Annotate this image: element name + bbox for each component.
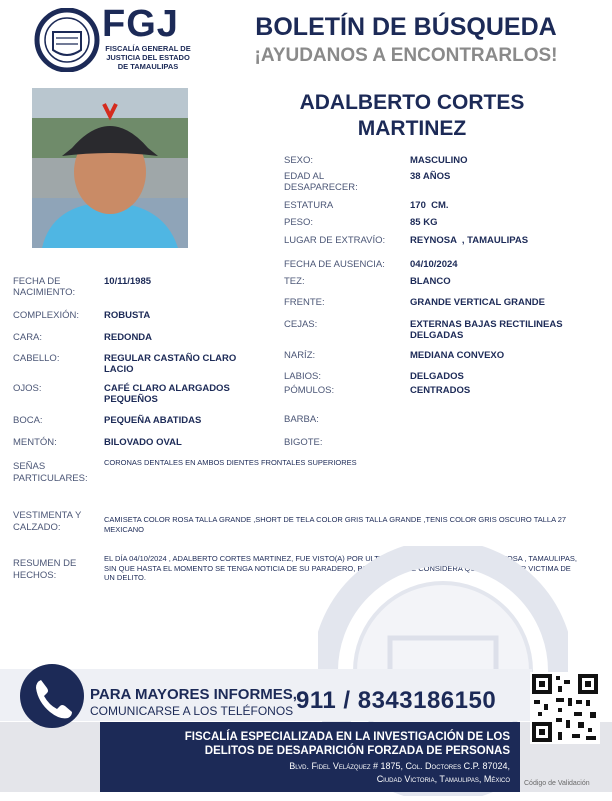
field-value-labios: DELGADOS	[410, 371, 464, 382]
field-label-fecha-nacimiento: FECHA DE NACIMIENTO:	[13, 276, 76, 298]
address-line1: Blvd. Fidel Velázquez # 1875, Col. Doctores C.P. 87024,	[289, 761, 510, 771]
person-name-line2: MARTINEZ	[357, 117, 467, 140]
qr-caption: Código de Validación	[524, 780, 590, 787]
address-line2: Ciudad Victoria, Tamaulipas, México	[376, 774, 510, 784]
resumen-value: EL DÍA 04/10/2024 , ADALBERTO CORTES MARTINEZ, FUE VISTO(A) POR ULTIMA VEZ EN EL MUNICIPIO DEREYNOSA , TAMAULIPAS, SIN QUE HASTA EL MOMENTO SE TENGA NOTICIA DE SU PARADERO, POR LO QUE SE CONSIDERA QUE PUEDE SER VICTIMA DE UN DELITO.	[104, 554, 577, 582]
field-label-sexo: SEXO:	[284, 155, 314, 166]
field-value-nariz: MEDIANA CONVEXO	[410, 350, 505, 361]
field-label-cabello: CABELLO:	[13, 353, 60, 364]
field-label-frente: FRENTE:	[284, 297, 325, 308]
field-label-tez: TEZ:	[284, 276, 305, 287]
field-value-cabello: REGULAR CASTAÑO CLARO LACIO	[104, 353, 237, 375]
state-seal-icon	[34, 8, 100, 72]
senas-value: CORONAS DENTALES EN AMBOS DIENTES FRONTALES SUPERIORES	[104, 458, 357, 467]
fiscalia-line1: FISCALÍA ESPECIALIZADA EN LA INVESTIGACIÓN DE LOS	[184, 731, 510, 743]
field-label-pomulos: PÓMULOS:	[284, 385, 335, 396]
contact-phone-number: 911 / 8343186150	[296, 687, 497, 714]
vestimenta-value: CAMISETA COLOR ROSA TALLA GRANDE ,SHORT DE TELA COLOR GRIS TALLA GRANDE ,TENIS COLOR GRIS OSCURO TALLA 27 MEXICANO	[104, 515, 567, 534]
field-label-nariz: NARÍZ:	[284, 350, 316, 361]
field-value-estatura: 170 CM.	[410, 200, 449, 211]
field-label-labios: LABIOS:	[284, 371, 321, 382]
field-label-edad: EDAD AL DESAPARECER:	[284, 171, 358, 193]
field-value-cejas: EXTERNAS BAJAS RECTILINEAS DELGADAS	[410, 319, 563, 341]
field-label-fecha-ausencia: FECHA DE AUSENCIA:	[284, 259, 385, 270]
bulletin-subtitle: ¡AYUDANOS A ENCONTRARLOS!	[254, 45, 558, 66]
field-value-cara: REDONDA	[104, 332, 153, 343]
field-label-complexion: COMPLEXIÓN:	[13, 310, 79, 321]
field-value-fecha-ausencia: 04/10/2024	[410, 259, 458, 270]
field-value-peso: 85 KG	[410, 217, 438, 228]
field-label-cara: CARA:	[13, 332, 43, 343]
missing-person-photo	[32, 88, 188, 248]
senas-label: SEÑAS PARTICULARES:	[13, 461, 88, 484]
field-label-cejas: CEJAS:	[284, 319, 318, 330]
qr-code-icon[interactable]	[530, 672, 600, 744]
field-label-peso: PESO:	[284, 217, 314, 228]
fiscalia-line2: DELITOS DE DESAPARICIÓN FORZADA DE PERSONAS	[204, 745, 510, 757]
field-value-sexo: MASCULINO	[410, 155, 468, 166]
field-value-frente: GRANDE VERTICAL GRANDE	[410, 297, 545, 308]
field-label-boca: BOCA:	[13, 415, 43, 426]
field-value-fecha-nacimiento: 10/11/1985	[104, 276, 152, 287]
contact-comunicar-text: COMUNICARSE A LOS TELÉFONOS	[90, 704, 294, 718]
bulletin-title: BOLETÍN DE BÚSQUEDA	[255, 13, 557, 41]
field-value-ojos: CAFÉ CLARO ALARGADOS PEQUEÑOS	[104, 383, 230, 405]
field-value-edad: 38 AÑOS	[410, 171, 451, 182]
vestimenta-label: VESTIMENTA Y CALZADO:	[13, 510, 82, 533]
field-label-estatura: ESTATURA	[284, 200, 334, 211]
contact-informes-text: PARA MAYORES INFORMES,	[90, 686, 297, 703]
phone-icon	[20, 664, 84, 728]
field-value-boca: PEQUEÑA ABATIDAS	[104, 415, 202, 426]
field-value-menton: BILOVADO OVAL	[104, 437, 182, 448]
field-label-bigote: BIGOTE:	[284, 437, 323, 448]
field-label-lugar: LUGAR DE EXTRAVÍO:	[284, 235, 386, 246]
field-label-ojos: OJOS:	[13, 383, 42, 394]
field-value-tez: BLANCO	[410, 276, 451, 287]
field-label-barba: BARBA:	[284, 414, 319, 425]
field-value-pomulos: CENTRADOS	[410, 385, 471, 396]
resumen-label: RESUMEN DE HECHOS:	[13, 558, 77, 581]
person-name-line1: ADALBERTO CORTES	[299, 91, 525, 114]
field-value-complexion: ROBUSTA	[104, 310, 151, 321]
fgj-logo-subtitle: FISCALÍA GENERAL DE JUSTICIA DEL ESTADO DE TAMAULIPAS	[105, 44, 191, 71]
field-label-menton: MENTÓN:	[13, 437, 57, 448]
fgj-logo-text: FGJ	[102, 3, 179, 45]
field-value-lugar: REYNOSA , TAMAULIPAS	[410, 235, 529, 246]
